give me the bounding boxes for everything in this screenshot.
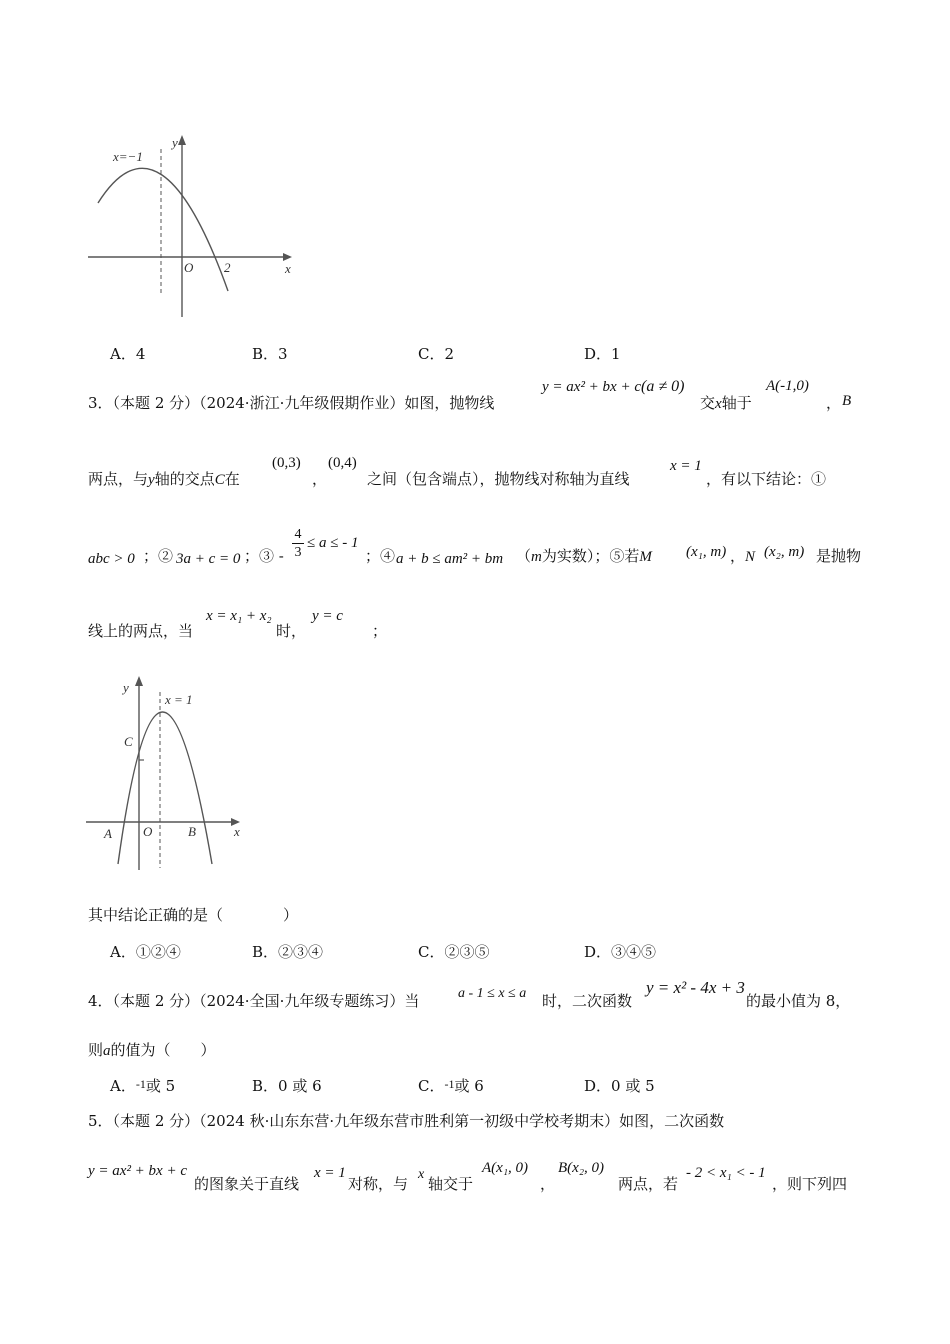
q3-option-b: B．②③④	[252, 943, 324, 961]
q4-line-1: 4．（本题 2 分）（2024·全国·九年级专题练习）当	[88, 992, 420, 1010]
q3-axis-line: x = 1	[670, 458, 702, 474]
origin-label: O	[184, 260, 194, 275]
q3-line-3-b: （m为实数）；⑤若M	[516, 547, 652, 565]
two-label: 2	[224, 260, 231, 275]
q3-equation: y = ax² + bx + c(a ≠ 0)	[542, 378, 685, 395]
q3-comma-3: ，N	[730, 547, 756, 565]
q3-comma-2: ，	[312, 470, 328, 488]
q3-sep-2: ；②	[143, 547, 174, 565]
q3-eq-4: a + b ≤ am² + bm	[396, 551, 504, 567]
q3-line-1: 3．（本题 2 分）（2024·浙江·九年级假期作业）如图，抛物线	[88, 394, 495, 412]
q3-prompt: 其中结论正确的是（ ）	[88, 906, 299, 924]
q4-function: y = x² - 4x + 3	[646, 978, 745, 997]
x-label: x	[234, 824, 240, 839]
y-label: y	[172, 135, 178, 150]
q3-x-sum: x = x₁ + x₂	[206, 608, 272, 624]
q5-line-2-c: 轴交于	[428, 1175, 474, 1193]
q4-option-a: A．$^{-1}$或 5	[110, 1077, 176, 1095]
q3-option-c: C．②③⑤	[418, 943, 490, 961]
q5-function: y = ax² + bx + c	[88, 1163, 187, 1179]
q5-line-2-d: 两点，若	[618, 1175, 679, 1193]
q5-comma: ，	[540, 1175, 556, 1193]
q3-point-m: (x₁, m)	[686, 544, 727, 560]
q2-option-b: B．3	[252, 345, 288, 363]
q3-option-d: D．③④⑤	[584, 943, 657, 961]
q5-axis-line: x = 1	[314, 1165, 346, 1181]
q3-option-a: A．①②④	[110, 943, 181, 961]
origin-label: O	[143, 824, 153, 839]
q3-sep-4: ；④	[365, 547, 396, 565]
q3-eq-2: 3a + c = 0	[176, 551, 241, 567]
q5-x-var: x	[418, 1167, 425, 1182]
q3-point-a: A(-1,0)	[766, 378, 809, 394]
q4-line-1-b: 时，二次函数	[542, 992, 633, 1010]
q5-point-a: A(x₁, 0)	[482, 1160, 529, 1176]
q3-ineq-3: ≤ a ≤ - 1	[307, 535, 359, 551]
sym-label: x=−1	[113, 149, 143, 164]
q4-option-d: D．0 或 5	[584, 1077, 655, 1095]
q4-line-1-c: 的最小值为 8，	[746, 992, 851, 1010]
q4-line-2: 则a的值为（ ）	[88, 1041, 216, 1059]
q5-line-2-e: ，则下列四	[772, 1175, 848, 1193]
q3-point-n: (x₂, m)	[764, 544, 805, 560]
axis-label: x = 1	[165, 692, 193, 707]
x-axis-arrow	[283, 253, 292, 261]
y-label: y	[123, 680, 129, 695]
q3-line-2: 两点，与y轴的交点C在	[88, 470, 240, 488]
a-label: A	[104, 826, 112, 841]
parabola-curve	[98, 168, 228, 291]
figure-parabola-2	[80, 670, 260, 875]
q3-line-1-b: 交x轴于	[700, 394, 752, 412]
q4-range: a - 1 ≤ x ≤ a	[458, 986, 527, 1001]
b-label: B	[188, 824, 196, 839]
q3-line-4-b: 时，	[276, 622, 307, 640]
figure-parabola-1	[80, 125, 310, 325]
q2-option-c: C．2	[418, 345, 455, 363]
q3-line-3-c: 是抛物	[816, 547, 862, 565]
q3-point-04: (0,4)	[328, 455, 357, 471]
q3-line-2-c: ，有以下结论：①	[706, 470, 827, 488]
y-axis-arrow	[135, 676, 143, 686]
c-label: C	[124, 734, 133, 749]
q3-comma: ，	[826, 394, 842, 412]
q3-point-03: (0,3)	[272, 455, 301, 471]
q3-point-b: B	[842, 393, 852, 409]
x-label: x	[285, 261, 291, 276]
q3-line-4: 线上的两点，当	[88, 622, 194, 640]
q3-line-2-b: 之间（包含端点），抛物线对称轴为直线	[367, 470, 630, 488]
y-axis-arrow	[178, 135, 186, 145]
q3-fraction: 4 3	[292, 526, 304, 561]
q5-line-1: 5．（本题 2 分）（2024 秋·山东东营·九年级东营市胜利第一初级中学校考期末）如图，二次函数	[88, 1112, 725, 1130]
q5-point-b: B(x₂, 0)	[558, 1160, 605, 1176]
q5-inequality: - 2 < x₁ < - 1	[686, 1165, 766, 1181]
q5-line-2-b: 对称，与	[348, 1175, 409, 1193]
q3-sep-3: ；③ -	[244, 547, 284, 565]
q4-option-b: B．0 或 6	[252, 1077, 322, 1095]
q5-line-2-a: 的图象关于直线	[194, 1175, 300, 1193]
q3-abc: abc > 0	[88, 551, 135, 567]
q2-option-a: A．4	[110, 345, 146, 363]
q4-option-c: C．$^{-1}$或 6	[418, 1077, 484, 1095]
q2-option-d: D．1	[584, 345, 621, 363]
q3-line-4-c: ；	[372, 622, 388, 640]
q3-y-eq-c: y = c	[312, 608, 343, 624]
